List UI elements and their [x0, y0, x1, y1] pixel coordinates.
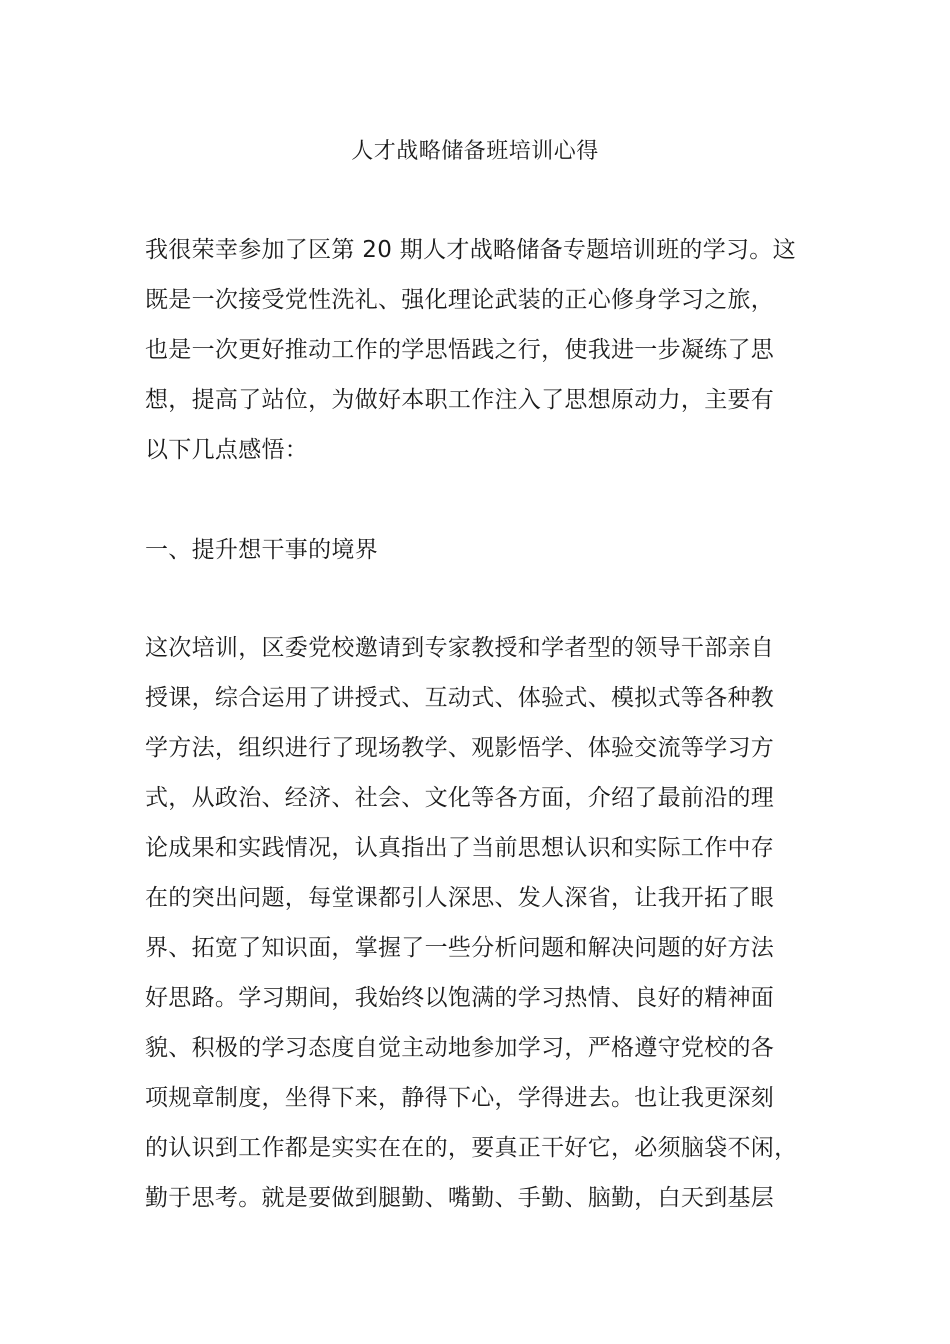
paragraph-1-line: 也是一次更好推动工作的学思悟践之行，使我进一步凝练了思 — [145, 337, 775, 363]
paragraph-1-line: 想，提高了站位，为做好本职工作注入了思想原动力，主要有 — [145, 387, 775, 413]
paragraph-2-line: 在的突出问题，每堂课都引人深思、发人深省，让我开拓了眼 — [145, 885, 775, 911]
paragraph-2-line: 式，从政治、经济、社会、文化等各方面，介绍了最前沿的理 — [145, 785, 775, 811]
paragraph-2-line: 授课，综合运用了讲授式、互动式、体验式、模拟式等各种教 — [145, 685, 775, 711]
paragraph-2-line: 好思路。学习期间，我始终以饱满的学习热情、良好的精神面 — [145, 985, 775, 1011]
paragraph-2-line: 的认识到工作都是实实在在的，要真正干好它，必须脑袋不闲， — [145, 1135, 798, 1161]
paragraph-1-line: 既是一次接受党性洗礼、强化理论武装的正心修身学习之旅， — [145, 287, 775, 313]
paragraph-2-line: 貌、积极的学习态度自觉主动地参加学习，严格遵守党校的各 — [145, 1035, 775, 1061]
paragraph-2-line: 勤于思考。就是要做到腿勤、嘴勤、手勤、脑勤，白天到基层 — [145, 1185, 775, 1211]
section-heading: 一、提升想干事的境界 — [145, 537, 378, 563]
paragraph-2-line: 项规章制度，坐得下来，静得下心，学得进去。也让我更深刻 — [145, 1085, 775, 1111]
paragraph-2-line: 学方法，组织进行了现场教学、观影悟学、体验交流等学习方 — [145, 735, 775, 761]
document-title: 人才战略储备班培训心得 — [351, 139, 599, 164]
paragraph-1-line: 我很荣幸参加了区第 20 期人才战略储备专题培训班的学习。这 — [145, 237, 796, 263]
paragraph-1-line: 以下几点感悟： — [145, 437, 309, 463]
paragraph-2-line: 界、拓宽了知识面，掌握了一些分析问题和解决问题的好方法 — [145, 935, 775, 961]
paragraph-2-line: 这次培训，区委党校邀请到专家教授和学者型的领导干部亲自 — [145, 635, 775, 661]
paragraph-2-line: 论成果和实践情况，认真指出了当前思想认识和实际工作中存 — [145, 835, 775, 861]
